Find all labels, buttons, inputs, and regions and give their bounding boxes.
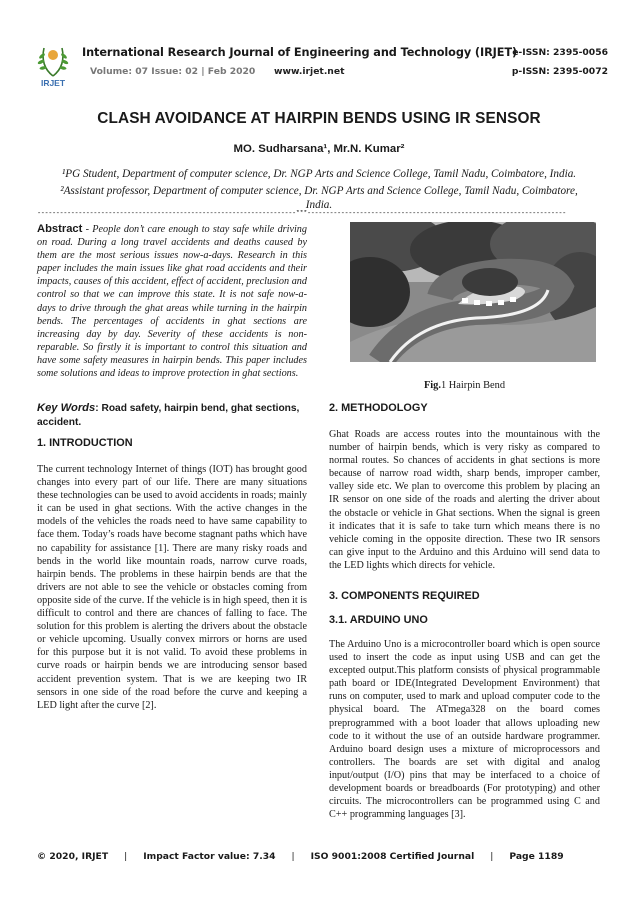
footer-page-number: Page 1189 bbox=[509, 851, 564, 862]
figure-caption-text: 1 Hairpin Bend bbox=[440, 380, 506, 391]
figure-caption bbox=[329, 380, 600, 391]
svg-text:IRJET: IRJET bbox=[40, 78, 66, 88]
arduino-subheading: 3.1. ARDUINO UNO bbox=[329, 614, 428, 626]
paper-authors: MO. Sudharsana¹, Mr.N. Kumar² bbox=[233, 143, 405, 155]
keywords-text: : Road safety, hairpin bend, ghat sections, accident. bbox=[37, 403, 300, 428]
components-heading: 3. COMPONENTS REQUIRED bbox=[329, 590, 480, 602]
eissn: e-ISSN: 2395-0056 bbox=[512, 47, 608, 58]
footer-impact-factor: Impact Factor value: 7.34 bbox=[143, 851, 276, 862]
irjet-logo-icon bbox=[30, 42, 76, 88]
figure-label: Fig. bbox=[423, 380, 441, 391]
introduction-heading: 1. INTRODUCTION bbox=[37, 437, 133, 449]
methodology-heading: 2. METHODOLOGY bbox=[329, 402, 428, 414]
abstract-text: - People don’t care enough to stay safe while driving on road. During a long travel accidents and deaths caused by them are the most serious issues now-a-days. Research in this paper includes the main issues like ghat road accidents and their impacts, causes of this accident, effect of accident, preclusion and control so that we can improve this state. It is not safe now-a-days to drive through the ghat areas while turning in the hairpin bends. The percentages of accidents in ghat sections are increasing day by day. Severity of these accidents is non-reparable. So firstly it is important to control this situation and have some safety measures in hairpin bends. This paper includes some solutions and ideas to improve protection in ghat sections. bbox=[37, 224, 307, 380]
affiliation-1: ¹PG Student, Department of computer science, Dr. NGP Arts and Science College, Tamil Nadu, Coimbatore, India. bbox=[61, 168, 577, 180]
abstract-label: Abstract bbox=[37, 223, 83, 235]
hairpin-bend-photo bbox=[350, 222, 596, 362]
keywords-label: Key Words bbox=[37, 402, 96, 414]
introduction-text: The current technology Internet of things (IOT) has brought good changes into every part of our life. There are many situations these technologies can be used to avoid accidents in roads; mainly it can be used in ghat sections. With the active changes in the models of the vehicles the roads need to have same capability to face them. Today’s roads have become stagnant paths which have no capability for assistance [1]. There are many risky roads and bends in the world like mountain roads, narrow curve roads, hairpin bends. The problems in these hairpin bends are that the drivers are not able to see the vehicle or obstacles coming from opposite side of the curve. If the vehicle is in high speed, then it is difficult to control and there are chances of falling to face. The solution for this problem is alerting the drivers about the obstacle or vehicle upcoming. Usually convex mirrors or horns are used for this purpose but it is not valid. To avoid these problems in curve roads or hairpin bends we are introducing sensor based accident prevention system. That is we are keeping two IR sensors in one side of the road before the curve and keeping a LED light after the curve [2]. bbox=[37, 464, 307, 711]
footer-copyright: © 2020, IRJET bbox=[37, 851, 109, 862]
abstract bbox=[37, 223, 307, 380]
footer-separator: | bbox=[124, 851, 128, 862]
footer-separator: | bbox=[490, 851, 494, 862]
page-footer bbox=[37, 851, 603, 862]
volume-issue: Volume: 07 Issue: 02 | Feb 2020 bbox=[90, 66, 256, 77]
paper-title: CLASH AVOIDANCE AT HAIRPIN BENDS USING IR SENSOR bbox=[97, 110, 541, 127]
methodology-text: Ghat Roads are access routes into the mountainous with the number of hairpin bends, which is very risky as compared to normal routes. So chances of accidents in ghat sections is more because of narrow road width, sharp bends, improper camber, valley side etc. We plan to overcome this problem by placing an IR sensor on one side of the roads and alerting the driver about the obstacle or vehicle in Ghat sections. When the signal is green it indicates that it is safe to take turn which means there is no vehicle coming in the opposite direction. These two IR sensors can give input to the Arduino and this Arduino will send data to the LED lights which directs for vehicle. bbox=[329, 429, 600, 571]
section-separator: ---------------------------------------------------------------------***--------------------------------------------------------------------- bbox=[37, 210, 566, 218]
journal-url[interactable]: www.irjet.net bbox=[274, 66, 345, 77]
pissn: p-ISSN: 2395-0072 bbox=[511, 66, 608, 77]
footer-separator: | bbox=[291, 851, 295, 862]
affiliation-2: ²Assistant professor, Department of computer science, Dr. NGP Arts and Science College, Tamil Nadu, Coimbatore, India. bbox=[60, 185, 578, 211]
footer-iso: ISO 9001:2008 Certified Journal bbox=[310, 851, 475, 862]
keywords bbox=[37, 402, 307, 429]
arduino-text: The Arduino Uno is a microcontroller board which is open source used to insert the code as input using USB and can get the excepted output.This platform consists of physical programmable path board or IDE(Integrated Development Environment) that runs on computer, used to mark and upload computer code to the physical board. The ATmega328 on the board comes preprogrammed with a boot loader that allows uploading new code to it without the use of an outside hardware programmer. Arduino board design uses a mixture of microprocessors and controllers. The boards are set with digital and analog input/output (I/O) pins that may be interfaced to a choice of development boards or breadboards (For prototyping) and other circuits. The microcontrollers can be programmed using C and C++ programming languages [3]. bbox=[329, 639, 600, 821]
journal-header bbox=[30, 42, 608, 88]
journal-title: International Research Journal of Engineering and Technology (IRJET) bbox=[82, 46, 518, 59]
